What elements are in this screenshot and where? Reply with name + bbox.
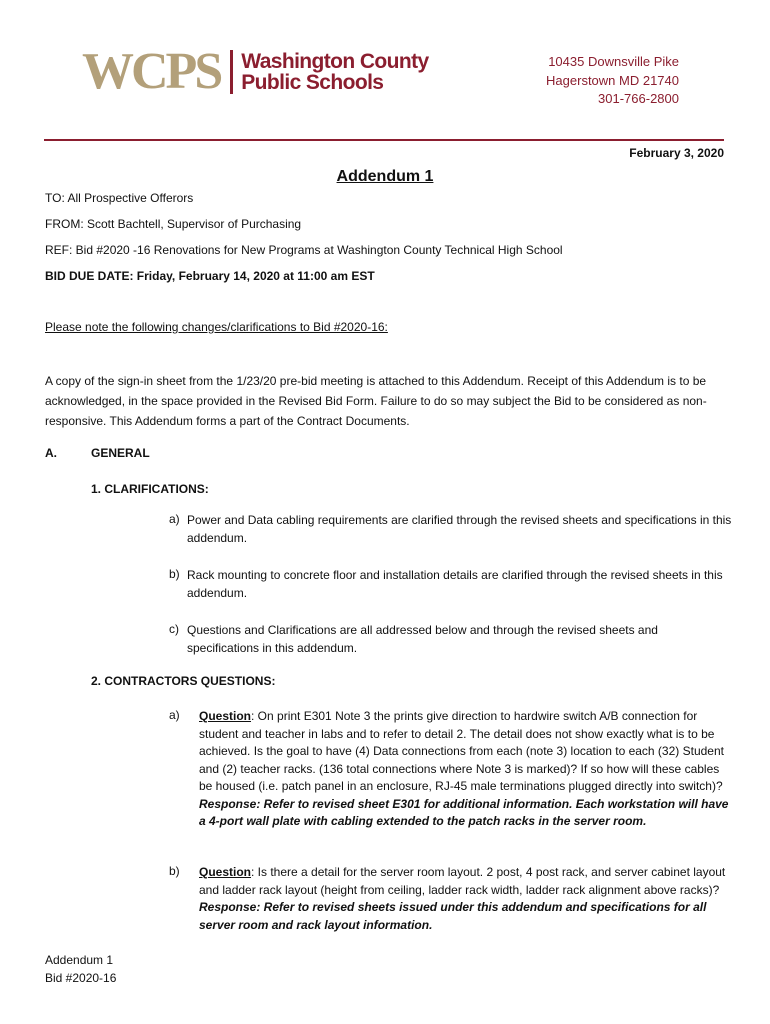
clarification-mark: a)	[169, 512, 180, 526]
wcps-logo	[82, 44, 429, 100]
question-text: : Is there a detail for the server room layout. 2 post, 4 post rack, and server cabinet layout and ladder rack layout (height from ceiling, ladder rack width, ladder rack alignment above racks)?	[199, 865, 726, 897]
response-text: Response: Refer to revised sheets issued under this addendum and specifications for all server room and rack layout information.	[199, 900, 707, 932]
question-label: Question	[199, 865, 252, 879]
questions-heading: 2. CONTRACTORS QUESTIONS:	[91, 674, 276, 688]
intro-paragraph: A copy of the sign-in sheet from the 1/23/20 pre-bid meeting is attached to this Addendum. Receipt of this Addendum is to be acknowledged, in the space provided in the Revised Bid Form. Failure to do so may subject the Bid to be considered as non-responsive. This Addendum forms a part of the Contract Documents.	[45, 374, 707, 428]
clarifications-heading: 1. CLARIFICATIONS:	[91, 482, 209, 496]
question-block	[199, 864, 729, 934]
question-label: Question	[199, 709, 252, 723]
address-city: Hagerstown MD 21740	[546, 72, 679, 88]
section-letter: A.	[45, 446, 57, 460]
footer-bid-number: Bid #2020-16	[45, 970, 117, 985]
to-line: TO: All Prospective Offerors	[45, 191, 194, 205]
clarification-text: Power and Data cabling requirements are clarified through the revised sheets and specifications in this addendum.	[187, 513, 732, 545]
logo-line-2: Public Schools	[241, 71, 384, 94]
section-title: GENERAL	[91, 446, 150, 460]
address-phone: 301-766-2800	[598, 91, 679, 106]
header-rule	[44, 139, 724, 141]
footer-addendum: Addendum 1	[45, 953, 114, 967]
bid-due-date: BID DUE DATE: Friday, February 14, 2020 at 11:00 am EST	[45, 269, 375, 283]
logo-text	[241, 51, 428, 93]
question-block	[199, 708, 729, 831]
logo-line-1: Washington County	[241, 50, 429, 73]
address-street: 10435 Downsville Pike	[548, 54, 679, 69]
question-mark: a)	[169, 708, 180, 722]
ref-line: REF: Bid #2020 -16 Renovations for New Programs at Washington County Technical High School	[45, 243, 563, 257]
changes-note: Please note the following changes/clarifications to Bid #2020-16:	[45, 320, 388, 334]
clarification-text: Rack mounting to concrete floor and installation details are clarified through the revised sheets in this addendum.	[187, 568, 723, 600]
question-text: : On print E301 Note 3 the prints give direction to hardwire switch A/B connection for student and teacher in labs and to refer to detail 2. The detail does not show exactly what is to be achieved. Is the goal to have (4) Data connections from each (note 3) location to each (32) Student and (2) teacher racks. (136 total connections where Note 3 is marked)? If so how will these cables be housed (i.e. patch panel in an enclosure, RJ-45 male terminations plugged directly into switch)?	[199, 709, 724, 793]
from-line: FROM: Scott Bachtell, Supervisor of Purchasing	[45, 217, 302, 231]
clarification-mark: c)	[169, 622, 179, 636]
page-footer	[45, 952, 116, 987]
clarification-text: Questions and Clarifications are all addressed below and through the revised sheets and specifications in this addendum.	[187, 623, 658, 655]
question-mark: b)	[169, 864, 180, 878]
document-date: February 3, 2020	[629, 146, 724, 160]
document-title: Addendum 1	[336, 168, 434, 185]
logo-mark: WCPS	[82, 43, 221, 100]
address-block	[546, 53, 679, 109]
logo-divider	[230, 50, 233, 94]
response-text: Response: Refer to revised sheet E301 for additional information. Each workstation will have a 4-port wall plate with cabling extended to the patch racks in the server room.	[199, 796, 729, 828]
clarification-mark: b)	[169, 567, 180, 581]
